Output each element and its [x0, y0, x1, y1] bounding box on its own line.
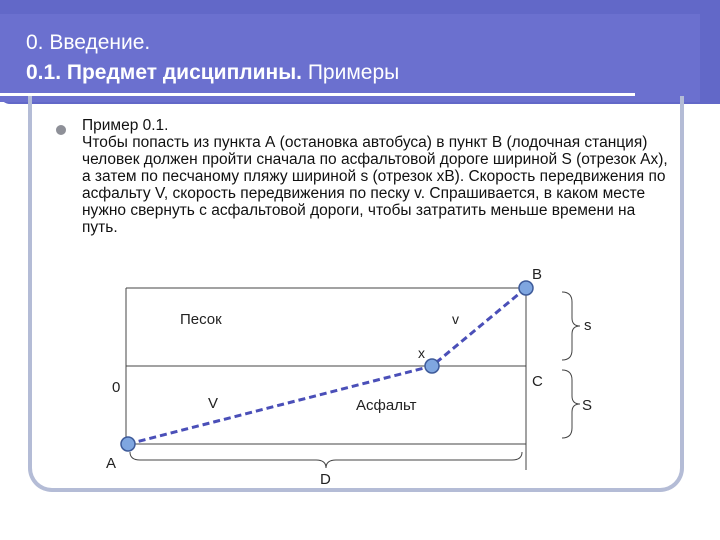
label-B: B	[532, 266, 543, 283]
example-text: Чтобы попасть из пункта А (остановка автобуса) в пункт В (лодочная станция) человек должен пройти сначала по асфальтовой дороге шириной S (отрезок Ах), а затем по песчаному пляжу шириной s (отрезок хВ). Скорость передвижения по асфальту V, скорость передвижения по песку v. Спрашивается, в каком месте нужно свернуть с асфальтовой дороги, чтобы затратить меньше времени на путь.	[82, 134, 668, 236]
slide-title-bold: 0.1. Предмет дисциплины.	[26, 61, 302, 84]
label-S: S	[582, 397, 593, 414]
label-v: v	[452, 311, 459, 327]
brace-S	[562, 370, 580, 438]
label-V: V	[208, 395, 219, 412]
label-asphalt: Асфальт	[356, 397, 417, 414]
slide-title-rest: Примеры	[301, 61, 400, 84]
point-B	[519, 281, 533, 295]
slide-title-line1: 0. Введение.	[26, 31, 151, 54]
label-A: A	[106, 455, 117, 472]
brace-s	[562, 292, 580, 360]
label-C: C	[532, 373, 543, 390]
example-title: Пример 0.1.	[82, 117, 169, 134]
label-D: D	[320, 471, 331, 488]
point-x	[425, 359, 439, 373]
label-x: x	[418, 345, 425, 361]
brace-D	[130, 452, 522, 468]
label-0: 0	[112, 379, 121, 396]
label-sand: Песок	[180, 311, 222, 328]
label-s: s	[584, 317, 592, 334]
point-A	[121, 437, 135, 451]
